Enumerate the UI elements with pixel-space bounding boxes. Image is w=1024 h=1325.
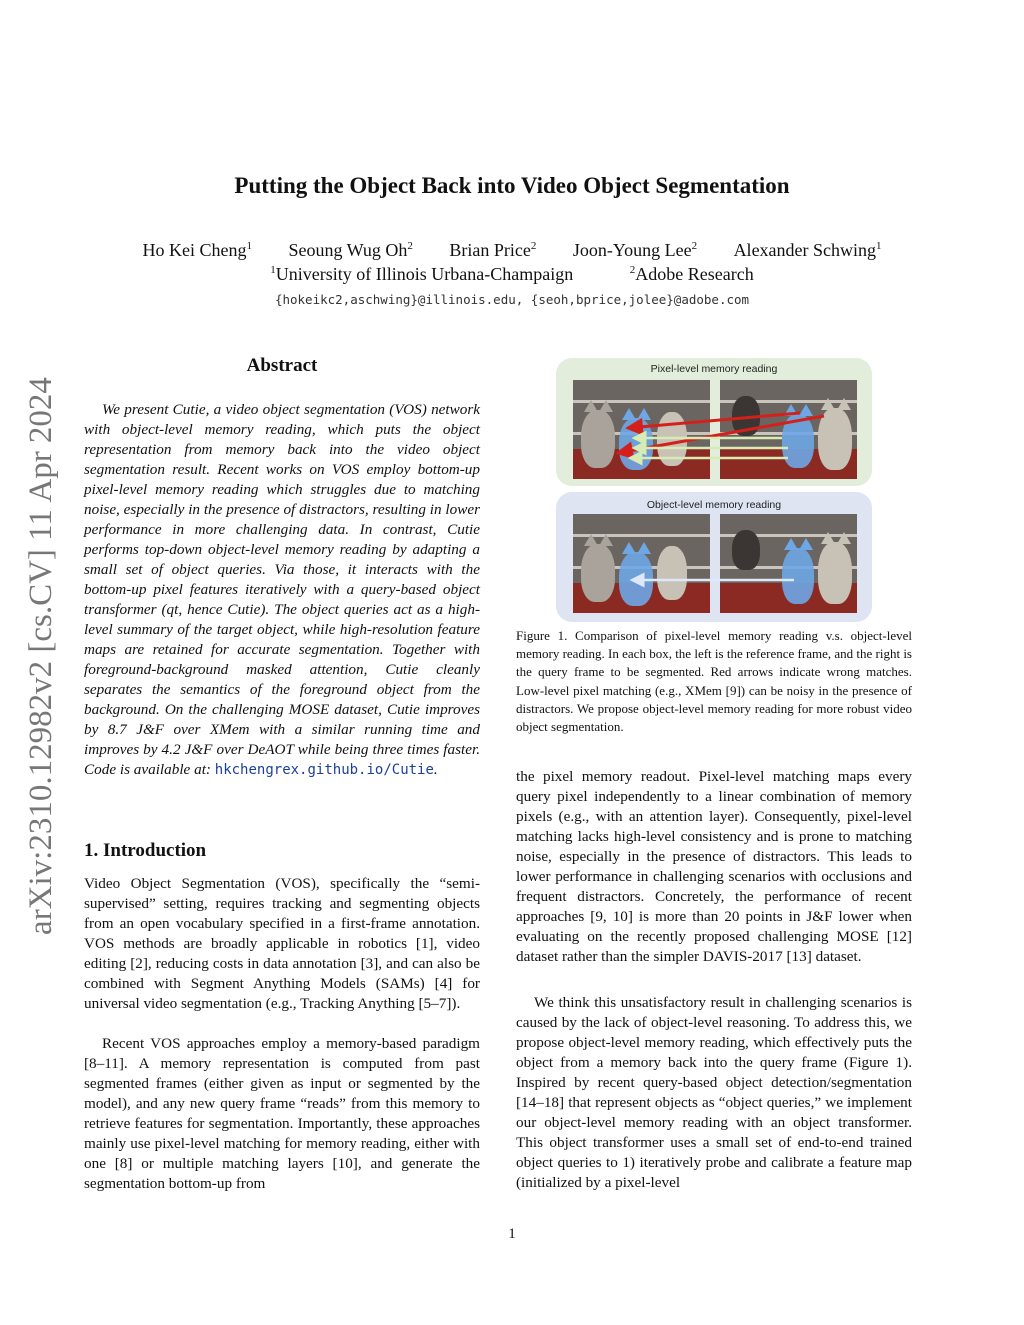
author: Ho Kei Cheng$^1$ [142,240,252,260]
author: Brian Price$^2$ [449,240,537,260]
pixel-matching-arrows [556,358,872,486]
figure-panel-label: Object-level memory reading [646,499,782,511]
figure-pixel-level-panel [556,358,872,486]
right-column-paragraph-1: the pixel memory readout. Pixel-level matching maps every query pixel independently to a linear combination of memory pixels (e.g., with an attention layer). Consequently, pixel-level matching lacks high-level consistency and is prone to matching noise, especially in the presence of distractors. This leads to lower performance in challenging scenarios with occlusions and frequent distractors. Concretely, the performance of recent approaches [9, 10] is more than 20 points in J&F lower when evaluating on the recently proposed challenging MOSE [12] dataset rather than the simpler DAVIS-2017 [13] dataset. [516,768,912,965]
figure-caption: Figure 1. Comparison of pixel-level memory reading v.s. object-level memory reading. In each box, the left is the reference frame, and the right is the query frame to be segmented. Red arrows indicate wrong matches. Low-level pixel matching (e.g., XMem [9]) can be noisy in the presence of distractors. We propose object-level memory reading for more robust video object segmentation. [516,628,912,735]
arxiv-stamp: arXiv:2310.12982v2 [cs.CV] 11 Apr 2024 [23,377,59,935]
intro-paragraph-2: Recent VOS approaches employ a memory-based paradigm [8–11]. A memory representation is computed from past segmented frames (either given as input or segmented by the model), and any new query frame “reads” from this memory to retrieve features for segmentation. Importantly, these approaches mainly use pixel-level matching for memory reading, either with one [8] or multiple matching layers [10], and generate the segmentation bottom-up from [84,1035,480,1192]
author-emails: {hokeikc2,aschwing}@illinois.edu, {seoh,bprice,jolee}@adobe.com [274,292,750,307]
abstract-body: We present Cutie, a video object segmentation (VOS) network with object-level memory reading, which puts the object representation from memory back into the video object segmentation result. Recent works on VOS employ bottom-up pixel-level memory reading which struggles due to matching noise, especially in the presence of distractors, resulting in lower performance in more challenging data. In contrast, Cutie performs top-down object-level memory reading by adapting a small set of object queries. Via those, it interacts with the bottom-up pixel features iteratively with a query-based object transformer (qt, hence Cutie). The object queries act as a high-level summary of the target object, while high-resolution feature maps are retained for accurate segmentation. Together with foreground-background masked attention, Cutie cleanly separates the semantics of the foreground object from the background. On the challenging MOSE dataset, Cutie improves by 8.7 J&F over XMem with a similar running time and improves by 4.2 J&F over DeAOT while being three times faster. Code is available at: hkchengrex.github.io/Cutie. [84,401,480,778]
author: Seoung Wug Oh$^2$ [288,240,413,260]
code-link[interactable]: hkchengrex.github.io/Cutie [214,762,434,778]
affiliation: $^2$Adobe Research [629,264,754,284]
right-column-paragraph-2: We think this unsatisfactory result in challenging scenarios is caused by the lack of object-level reasoning. To address this, we propose object-level memory reading, which effectively puts the object from a memory back into the query frame (Figure 1). Inspired by recent query-based object detection/segmentation [14–18] that represent objects as “object queries,” we implement our object-level memory reading with an object transformer. This object transformer uses a small set of end-to-end trained object queries to 1) iteratively probe and calibrate a feature map (initialized by a pixel-level [516,994,912,1191]
author: Alexander Schwing$^1$ [733,240,882,260]
object-matching-arrow [556,492,872,622]
abstract-heading: Abstract [246,355,318,376]
author-list [0,240,1024,261]
page-number: 1 [508,1226,516,1242]
figure-panel-label: Pixel-level memory reading [650,363,778,375]
author: Joon-Young Lee$^2$ [572,240,698,260]
paper-title: Putting the Object Back into Video Object Segmentation [234,173,790,198]
intro-paragraph-1: Video Object Segmentation (VOS), specifically the “semi-supervised” setting, requires tracking and segmenting objects from an open vocabulary specified in a first-frame annotation. VOS methods are broadly applicable in robotics [1], video editing [2], reducing costs in data annotation [3], and can also be combined with Segment Anything Models (SAMs) [4] for universal video segmentation (e.g., Tracking Anything [5–7]). [84,875,480,1012]
section-heading-introduction: 1. Introduction [84,840,207,861]
figure-object-level-panel [556,492,872,622]
affiliation-list [0,264,1024,285]
affiliation: $^1$University of Illinois Urbana-Champaign [270,264,574,284]
